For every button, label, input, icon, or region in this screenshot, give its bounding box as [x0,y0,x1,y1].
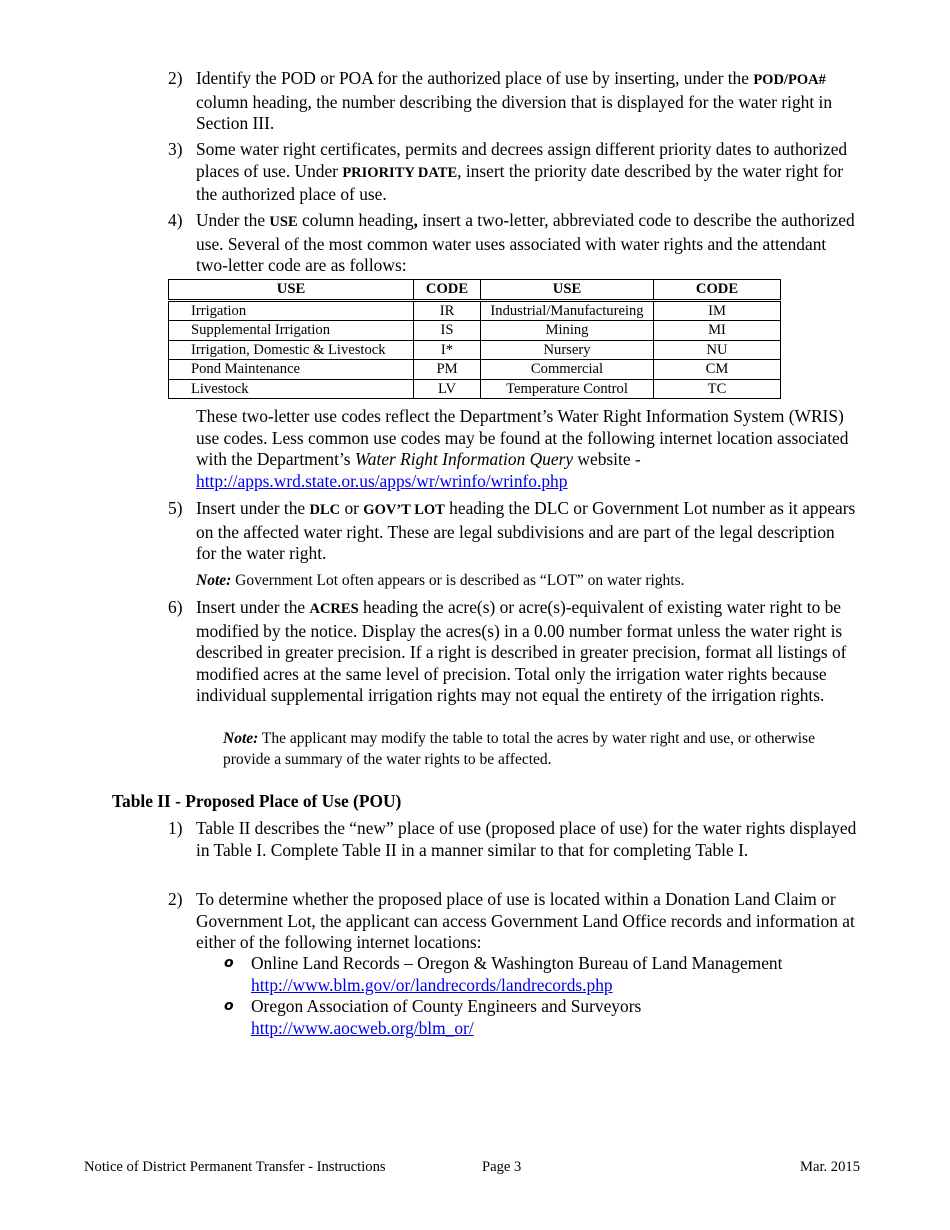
column-header-use: USE [169,280,414,301]
resource-list-item [224,953,844,996]
footer-title: Notice of District Permanent Transfer - Instructions [84,1159,386,1175]
code-cell: MI [654,321,781,341]
text-run: or [340,498,364,518]
resource-label: Online Land Records – Oregon & Washington Bureau of Land Management [251,953,783,973]
use-cell: Irrigation [169,300,414,321]
use-cell: Temperature Control [481,379,654,399]
use-cell: Commercial [481,360,654,380]
item-number: 1) [168,818,183,838]
item-number: 3) [168,139,183,159]
note-text: Government Lot often appears or is described as “LOT” on water rights. [231,572,685,589]
wris-link[interactable]: http://apps.wrd.state.or.us/apps/wr/wrinfo/wrinfo.php [196,470,568,491]
column-header-code: CODE [654,280,781,301]
resource-text [251,996,844,1039]
note-government-lot [196,570,856,591]
bullet-icon: o [224,998,234,1014]
code-cell: PM [414,360,481,380]
item-number: 4) [168,210,183,230]
code-cell: TC [654,379,781,399]
instruction-item-3 [168,139,858,206]
text-run: , insert the priority date described by the water right for the authorized place of use. [196,160,843,204]
text-run: column heading [297,210,414,230]
item-text: To determine whether the proposed place of use is located within a Donation Land Claim or Government Lot, the applicant can access Government Land Office records and information at either of the following internet locations: [196,889,855,952]
item-number: 5) [168,498,183,518]
table-ii-item-2 [168,889,858,954]
resource-text [251,953,844,996]
bold-term: ACRES [309,601,359,617]
code-cell: IM [654,300,781,321]
bold-term: POD/POA# [753,72,826,88]
text-run: heading the acre(s) or acre(s)-equivalent of existing water right to be modified by the notice. Display the acres(s) in a 0.00 number format unless the water right is described in greater precision. If a right is described in greater precision, format all listings of modified acres at the same level of precision. Total only the irrigation water rights because individual supplemental irrigation rights may not equal the entirety of the irrigation rights. [196,597,847,705]
text-run: website - [573,449,641,469]
note-text: The applicant may modify the table to total the acres by water right and use, or otherwise provide a summary of the water rights to be affected. [223,730,815,768]
footer-date: Mar. 2015 [800,1159,860,1175]
item-text [196,139,858,206]
bold-term: USE [269,214,298,230]
bold-term: GOV’T LOT [363,502,445,518]
code-cell: NU [654,340,781,360]
use-cell: Mining [481,321,654,341]
item-text [196,210,858,277]
code-cell: CM [654,360,781,380]
table-ii-item-1 [168,818,858,861]
resource-list-item [224,996,844,1039]
item-text: Table II describes the “new” place of use (proposed place of use) for the water rights displayed in Table I. Complete Table II in a manner similar to that for completing Table I. [196,818,857,860]
use-cell: Supplemental Irrigation [169,321,414,341]
instruction-item-2 [168,68,858,135]
use-cell: Nursery [481,340,654,360]
use-cell: Pond Maintenance [169,360,414,380]
bold-comma: , [413,210,418,230]
item-text [196,597,858,707]
section-heading-table-ii: Table II - Proposed Place of Use (POU) [112,791,402,811]
text-run: These two-letter use codes reflect the Department’s Water Right Information System (WRIS) use codes. Less common use codes may be found at the following internet location associated with the Department’s [196,406,849,469]
note-acres-summary [223,728,823,770]
item-text [196,68,858,135]
column-header-use: USE [481,280,654,301]
use-cell: Livestock [169,379,414,399]
code-cell: I* [414,340,481,360]
item-number: 6) [168,597,183,617]
blm-land-records-link[interactable]: http://www.blm.gov/or/landrecords/landrecords.php [251,974,613,995]
table-row [169,300,781,321]
text-run: Identify the POD or POA for the authorized place of use by inserting, under the [196,68,754,88]
table-row [169,379,781,399]
text-run: column heading, the number describing the diversion that is displayed for the water right in Section III. [196,91,833,133]
table-header-row [169,280,781,301]
table-row [169,321,781,341]
table-row [169,340,781,360]
text-run: Insert under the [196,498,310,518]
item-number: 2) [168,889,183,909]
column-header-code: CODE [414,280,481,301]
text-run: Some water right certificates, permits and decrees assign different priority dates to authorized places of use. Under [196,139,848,181]
text-run: insert a two-letter, abbreviated code to describe the authorized use. Several of the most common water uses associated with water rights and the attendant two-letter code are as follows: [196,210,855,275]
text-run: Under the [196,210,270,230]
code-cell: LV [414,379,481,399]
italic-term: Water Right Information Query [354,449,574,469]
footer-page-number: Page 3 [482,1159,522,1175]
table-row [169,360,781,380]
use-code-table [168,279,781,399]
instruction-item-5 [168,498,858,565]
resource-label: Oregon Association of County Engineers and Surveyors [251,996,642,1016]
text-run: Insert under the [196,597,310,617]
bold-term: PRIORITY DATE [342,164,458,181]
bold-term: DLC [309,502,341,518]
item-text [196,498,858,565]
code-cell: IR [414,300,481,321]
instruction-item-6 [168,597,858,707]
use-cell: Irrigation, Domestic & Livestock [169,340,414,360]
instruction-item-4 [168,210,858,277]
note-label: Note: [196,572,232,589]
code-cell: IS [414,321,481,341]
text-run: heading the DLC or Government Lot number as it appears on the affected water right. These are legal subdivisions and are part of the legal description for the water right. [196,498,856,563]
aocweb-link[interactable]: http://www.aocweb.org/blm_or/ [251,1017,474,1038]
use-cell: Industrial/Manufactureing [481,300,654,321]
bullet-icon: o [224,955,234,971]
note-label: Note: [223,730,259,747]
wris-paragraph [196,406,856,492]
item-number: 2) [168,68,183,88]
